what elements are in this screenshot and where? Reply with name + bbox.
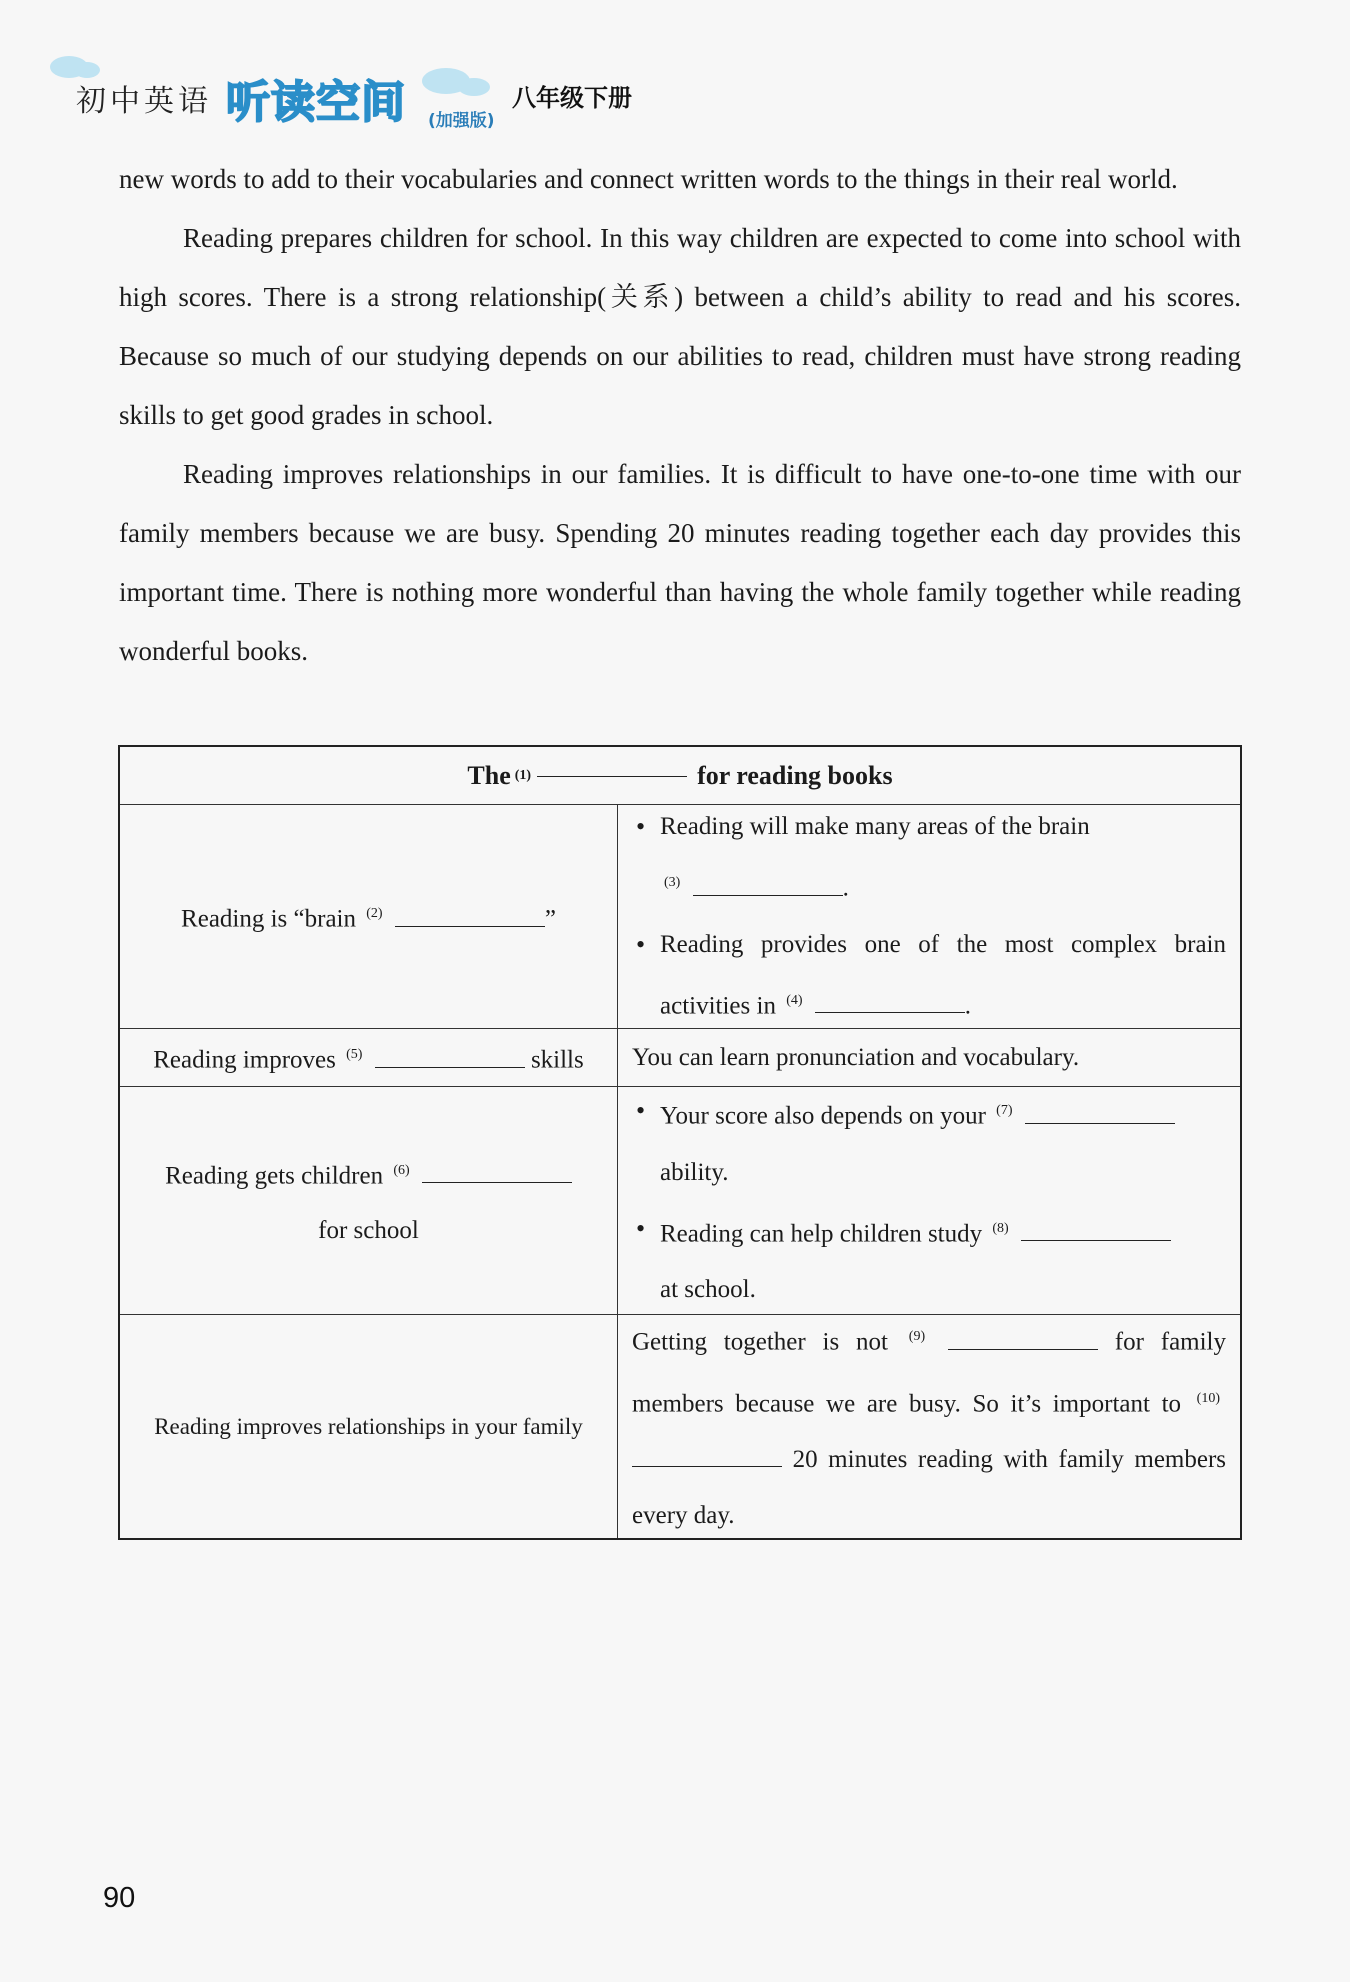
row-detail [618, 1029, 1240, 1086]
answer-blank-5[interactable] [375, 1066, 525, 1068]
page-number: 90 [103, 1882, 136, 1914]
row-detail [618, 1315, 1240, 1538]
bullet-text: Your score also depends on your [660, 1102, 986, 1130]
row-label [120, 1315, 618, 1538]
bullet-item [632, 917, 1226, 1034]
table-title-row [120, 747, 1240, 805]
blank-number: (3) [664, 875, 681, 891]
label-text: Reading gets children [165, 1162, 384, 1190]
blank-number: (4) [786, 992, 803, 1008]
bullet-text: Reading will make many areas of the brain [660, 813, 1090, 841]
table-title [120, 747, 1240, 804]
paragraph: new words to add to their vocabularies and connect written words to the things in their real world. [119, 164, 1178, 194]
answer-blank-8[interactable] [1021, 1239, 1171, 1241]
bullet-text: . [964, 991, 972, 1019]
cloud-decoration [458, 78, 490, 96]
blank-number: (5) [346, 1047, 363, 1063]
paragraph: Reading prepares children for school. In this way children are expected to come into school with high scores. There is a strong relationship(关系) between a child’s ability to read and his scores. Because so much of our studying depends on our abilities to read, children must have strong reading skills to get good grades in school. [119, 223, 1241, 430]
table-row [120, 805, 1240, 1029]
label-text: skills [530, 1046, 584, 1074]
table-row [120, 1315, 1240, 1538]
detail-text: 20 minutes reading with family members every day. [632, 1445, 1227, 1529]
label-text: ” [544, 905, 556, 933]
row-label [120, 1087, 618, 1314]
bullet-text: . [842, 874, 849, 902]
blank-number: (8) [992, 1220, 1009, 1236]
label-text: Reading is “brain [181, 905, 356, 933]
summary-table [118, 745, 1242, 1540]
detail-paragraph [632, 1309, 1226, 1544]
blank-number: (9) [908, 1329, 926, 1345]
row-detail [618, 805, 1240, 1028]
table-row [120, 1029, 1240, 1087]
answer-blank-10[interactable] [632, 1465, 782, 1467]
bullet-text: ability. [660, 1158, 729, 1186]
reading-passage [119, 150, 1241, 681]
blank-number: (1) [514, 767, 532, 783]
title-text: The [467, 760, 511, 790]
series-title: 初中英语 [76, 84, 212, 119]
label-text: Reading improves relationships in your family [154, 1414, 583, 1439]
detail-text: You can learn pronunciation and vocabulary. [632, 1043, 1080, 1071]
table-row [120, 1087, 1240, 1315]
answer-blank-4[interactable] [815, 1011, 965, 1013]
bullet-text: Reading provides one of the most complex brain activities in [660, 930, 1226, 1019]
bullet-item [632, 1083, 1226, 1200]
detail-text: for family members because we are busy. So it’s important to [632, 1328, 1227, 1417]
answer-blank-2[interactable] [395, 925, 545, 927]
paragraph: Reading improves relationships in our families. It is difficult to have one-to-one time with our family members because we are busy. Spending 20 minutes reading together each day provides this important time. There is nothing more wonderful than having the whole family together while reading wonderful books. [119, 459, 1241, 666]
blank-number: (6) [393, 1162, 410, 1178]
edition-label: (加强版) [428, 111, 495, 131]
row-detail [618, 1087, 1240, 1314]
label-text: for school [318, 1217, 419, 1245]
bullet-item [632, 799, 1226, 916]
row-label [120, 1029, 618, 1086]
page-header [50, 48, 750, 138]
blank-number: (7) [996, 1103, 1013, 1119]
blank-number: (10) [1196, 1390, 1220, 1406]
row-label [120, 805, 618, 1028]
grade-label: 八年级下册 [512, 84, 632, 112]
bullet-text: Reading can help children study [660, 1219, 983, 1247]
answer-blank-6[interactable] [422, 1181, 572, 1183]
bullet-text: at school. [660, 1275, 756, 1303]
answer-blank-9[interactable] [948, 1348, 1098, 1350]
brand-logo: 听读空间 [226, 77, 406, 128]
bullet-item [632, 1201, 1226, 1318]
blank-number: (2) [366, 906, 383, 922]
answer-blank-7[interactable] [1025, 1122, 1175, 1124]
title-text: for reading books [697, 760, 893, 790]
detail-text: Getting together is not [632, 1328, 888, 1356]
answer-blank-1[interactable] [537, 775, 687, 777]
answer-blank-3[interactable] [693, 894, 843, 896]
label-text: Reading improves [153, 1046, 336, 1074]
